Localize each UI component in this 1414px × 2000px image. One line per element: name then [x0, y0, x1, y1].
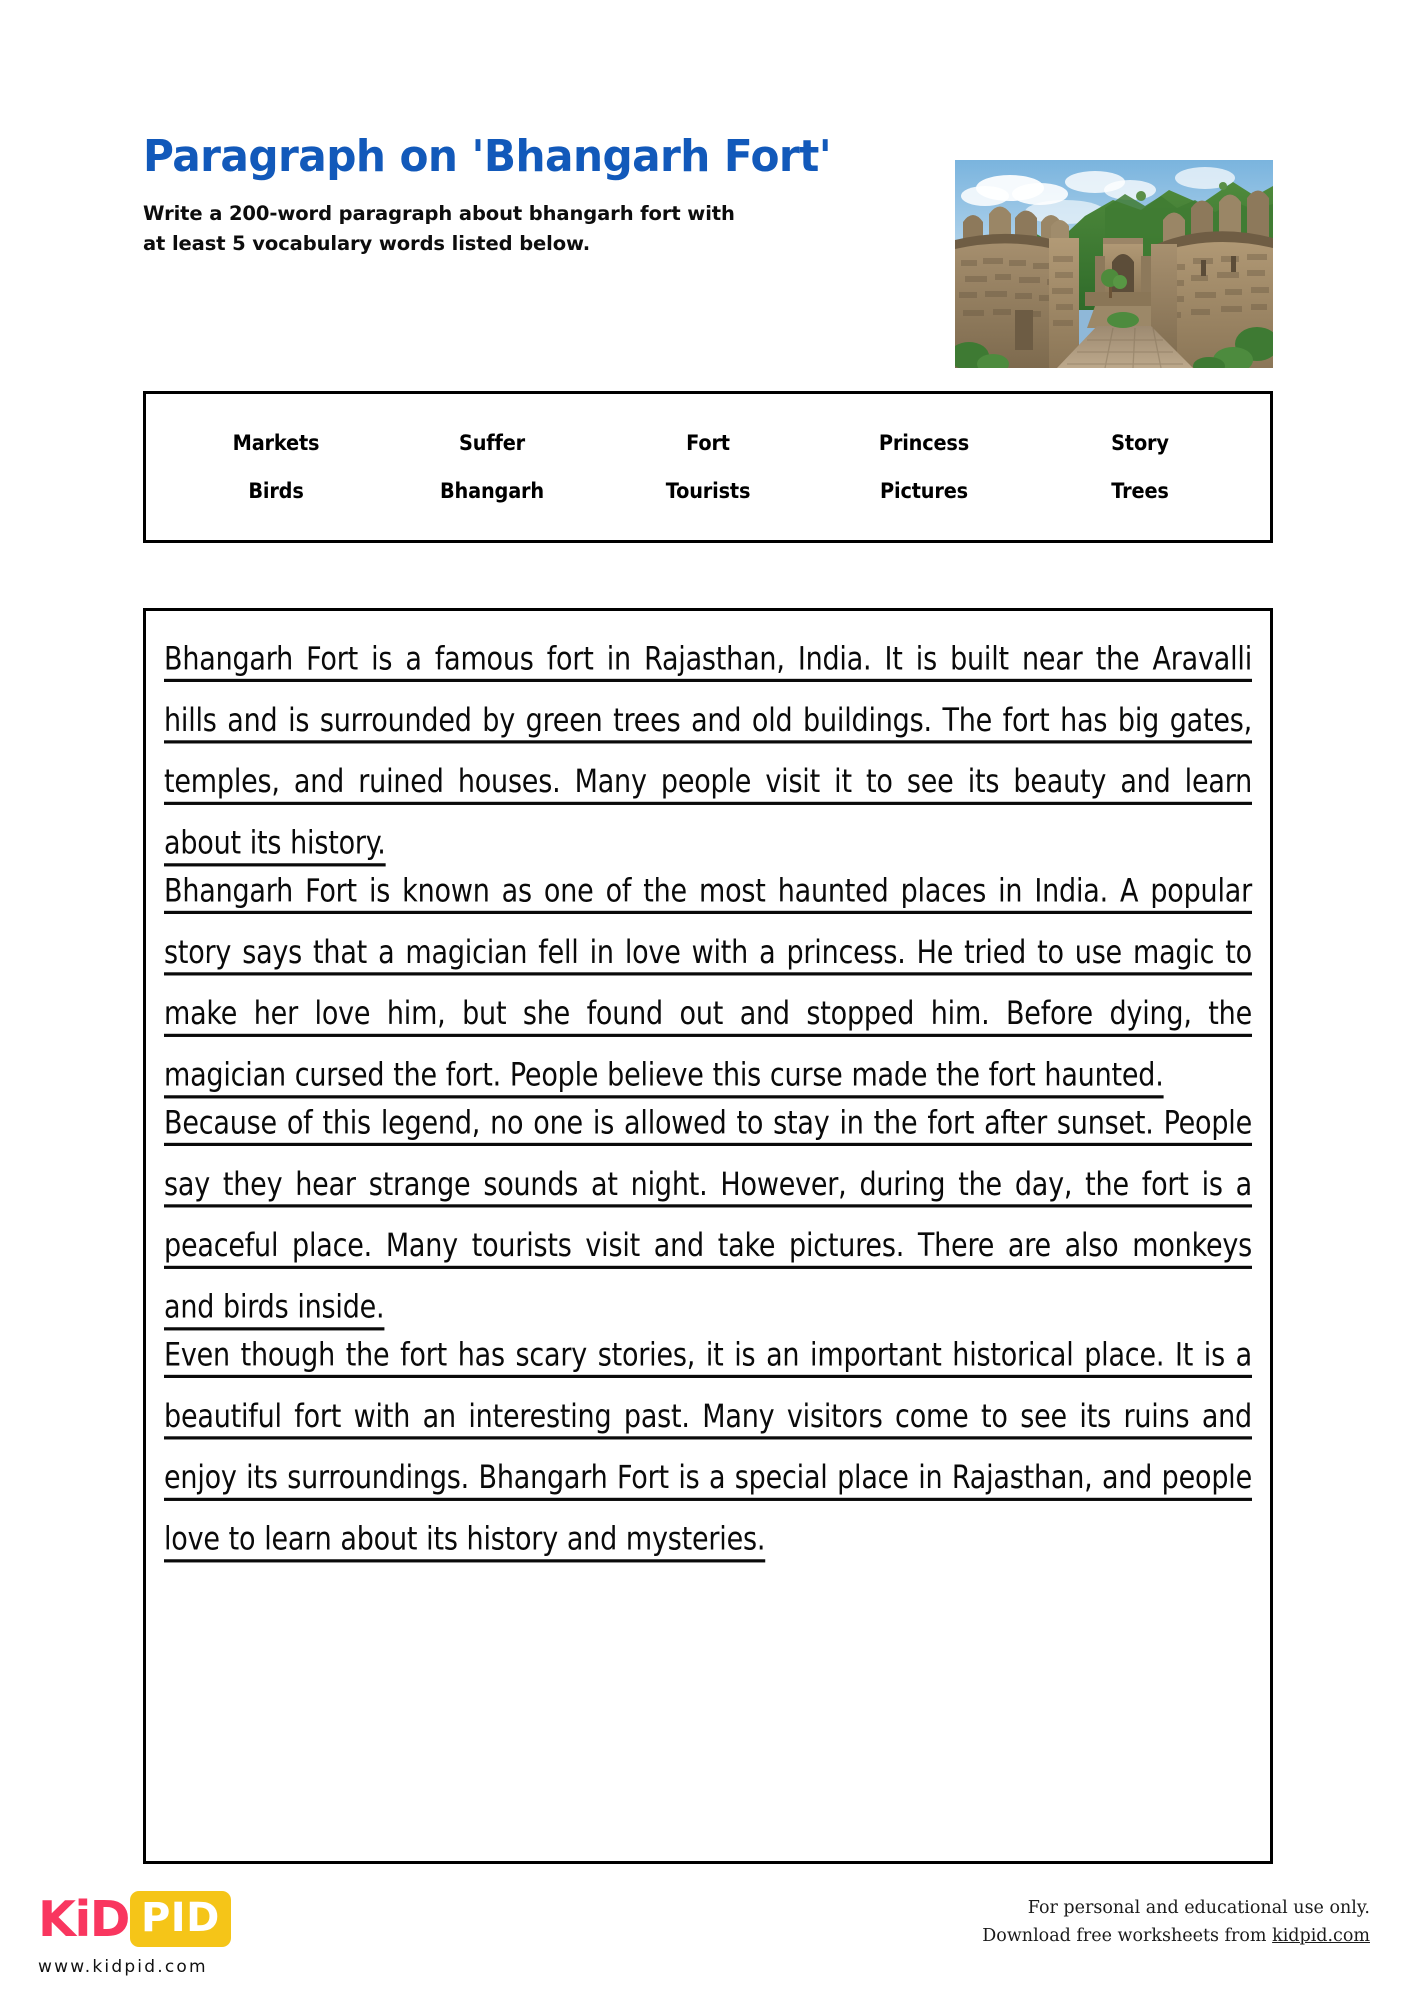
vocab-word: Fort	[686, 431, 730, 455]
vocab-word: Tourists	[665, 479, 751, 503]
answer-writing-area[interactable]	[143, 608, 1273, 1864]
worksheet-header	[143, 132, 1273, 372]
instructions-line-1: Write a 200-word paragraph about bhangarh fort with	[143, 202, 735, 226]
kidpid-logo[interactable]	[38, 1888, 231, 1977]
vocab-word: Suffer	[458, 431, 526, 455]
logo-pid-text: PID	[130, 1891, 231, 1947]
vocab-word: Story	[1111, 431, 1169, 455]
vocabulary-word-bank	[143, 391, 1273, 543]
footer-notice-line-1: For personal and educational use only.	[1027, 1898, 1370, 1918]
logo-kid-text: KiD	[38, 1890, 129, 1948]
footer-notice-line-2	[982, 1922, 1370, 1950]
vocab-word: Birds	[248, 479, 304, 503]
vocab-word: Trees	[1111, 479, 1169, 503]
instructions	[143, 199, 783, 258]
vocab-word: Pictures	[880, 479, 968, 503]
vocabulary-row-2	[168, 479, 1248, 503]
page-footer	[0, 1880, 1414, 2000]
bhangarh-fort-photo	[955, 160, 1273, 368]
kidpid-link[interactable]: kidpid.com	[1272, 1926, 1370, 1947]
answer-paragraph-3: Because of this legend, no one is allowed to stay in the fort after sunset. People say they hear strange sounds at night. However, during the day, the fort is a peaceful place. Many tourists visit and take pictures. There are also monkeys and birds inside.	[164, 1104, 1252, 1327]
answer-paragraph-2: Bhangarh Fort is known as one of the most haunted places in India. A popular story says that a magician fell in love with a princess. He tried to use magic to make her love him, but she found out and stopped him. Before dying, the magician cursed the fort. People believe this curse made the fort haunted.	[164, 872, 1252, 1095]
fort-illustration-icon	[955, 160, 1273, 368]
answer-paragraph-4: Even though the fort has scary stories, it is an important historical place. It is a beautiful fort with an interesting past. Many visitors come to see its ruins and enjoy its surroundings. Bhangarh Fort is a special place in Rajasthan, and people love to learn about its history and mysteries.	[164, 1336, 1252, 1559]
logo-website-url[interactable]: www.kidpid.com	[38, 1957, 208, 1977]
vocabulary-row-1	[168, 431, 1248, 455]
footer-notice	[982, 1894, 1370, 1951]
vocab-word: Princess	[878, 431, 970, 455]
answer-paragraph-1: Bhangarh Fort is a famous fort in Rajasthan, India. It is built near the Aravalli hills and is surrounded by green trees and old buildings. The fort has big gates, temples, and ruined houses. Many people visit it to see its beauty and learn about its history.	[164, 640, 1252, 863]
kidpid-logo-mark	[38, 1888, 231, 1950]
vocab-word: Markets	[232, 431, 320, 455]
instructions-line-2: at least 5 vocabulary words listed below.	[143, 231, 591, 255]
footer-notice-prefix: Download free worksheets from	[982, 1926, 1273, 1947]
vocab-word: Bhangarh	[440, 479, 544, 503]
page-title: Paragraph on 'Bhangarh Fort'	[143, 131, 832, 182]
header-text-block	[143, 132, 933, 259]
